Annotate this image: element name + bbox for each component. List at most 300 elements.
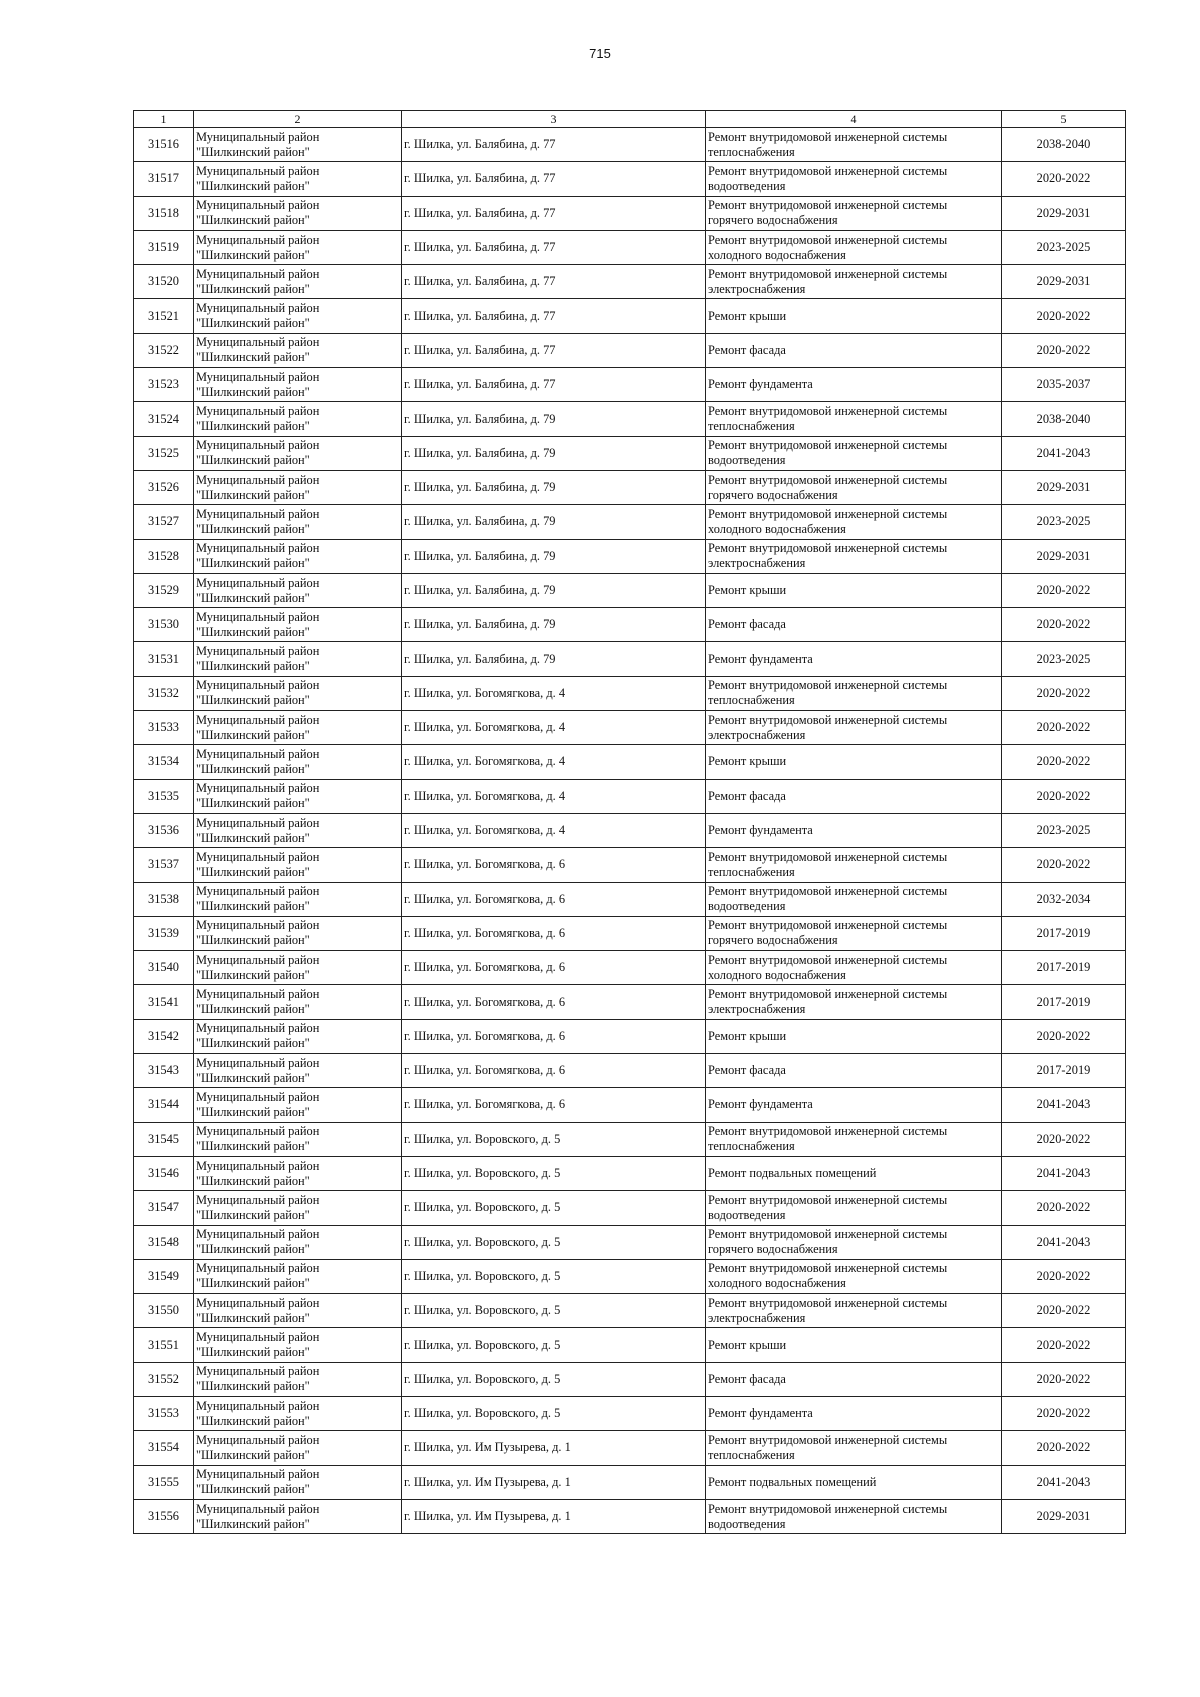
work-type-line: Ремонт крыши bbox=[708, 583, 787, 597]
work-type-cell bbox=[706, 711, 1002, 745]
municipality-cell bbox=[194, 196, 402, 230]
column-header-3: 3 bbox=[402, 111, 706, 128]
work-type-line: холодного водоснабжения bbox=[708, 247, 846, 262]
work-type-cell bbox=[706, 1054, 1002, 1088]
period-cell: 2020-2022 bbox=[1002, 1191, 1126, 1225]
period-cell: 2029-2031 bbox=[1002, 539, 1126, 573]
table-row bbox=[134, 882, 1126, 916]
municipality-cell bbox=[194, 985, 402, 1019]
row-number: 31534 bbox=[134, 745, 194, 779]
row-number: 31556 bbox=[134, 1499, 194, 1533]
work-type-line: Ремонт крыши bbox=[708, 308, 787, 323]
municipality-cell bbox=[194, 402, 402, 436]
work-type-line: Ремонт внутридомовой инженерной системы bbox=[708, 849, 948, 864]
work-type-cell bbox=[706, 745, 1002, 779]
work-type-line: Ремонт фундамента bbox=[708, 377, 813, 392]
municipality-line: Муниципальный район bbox=[196, 609, 320, 624]
period-cell: 2038-2040 bbox=[1002, 402, 1126, 436]
work-type-line: горячего водоснабжения bbox=[708, 487, 838, 502]
address-cell: г. Шилка, ул. Богомягкова, д. 4 bbox=[402, 813, 706, 847]
municipality-line: Муниципальный район bbox=[196, 129, 320, 144]
municipality-line: Муниципальный район bbox=[196, 1432, 320, 1447]
period-cell: 2023-2025 bbox=[1002, 505, 1126, 539]
row-number: 31531 bbox=[134, 642, 194, 676]
table-row bbox=[134, 916, 1126, 950]
work-type-line: Ремонт внутридомовой инженерной системы bbox=[708, 678, 948, 693]
work-type-line: Ремонт внутридомовой инженерной системы bbox=[708, 129, 948, 144]
work-type-line: электроснабжения bbox=[708, 1310, 806, 1325]
period-cell: 2023-2025 bbox=[1002, 230, 1126, 264]
period-cell: 2017-2019 bbox=[1002, 916, 1126, 950]
municipality-line: Муниципальный район bbox=[196, 232, 320, 247]
work-type-line: Ремонт внутридомовой инженерной системы bbox=[708, 918, 948, 933]
work-type-cell bbox=[706, 265, 1002, 299]
period-cell: 2020-2022 bbox=[1002, 1362, 1126, 1396]
municipality-line: Муниципальный район bbox=[196, 1192, 320, 1207]
municipality-line: "Шилкинский район" bbox=[196, 1070, 310, 1085]
work-type-cell bbox=[706, 1088, 1002, 1122]
address-cell: г. Шилка, ул. Воровского, д. 5 bbox=[402, 1396, 706, 1430]
period-cell: 2029-2031 bbox=[1002, 265, 1126, 299]
address-cell: г. Шилка, ул. Воровского, д. 5 bbox=[402, 1122, 706, 1156]
work-type-cell bbox=[706, 676, 1002, 710]
work-type-cell bbox=[706, 333, 1002, 367]
row-number: 31538 bbox=[134, 882, 194, 916]
period-cell: 2023-2025 bbox=[1002, 642, 1126, 676]
row-number: 31537 bbox=[134, 848, 194, 882]
address-cell: г. Шилка, ул. Воровского, д. 5 bbox=[402, 1259, 706, 1293]
work-type-line: Ремонт внутридомовой инженерной системы bbox=[708, 232, 948, 247]
municipality-line: "Шилкинский район" bbox=[196, 830, 310, 845]
municipality-line: "Шилкинский район" bbox=[196, 1139, 310, 1154]
work-type-cell bbox=[706, 1396, 1002, 1430]
address-cell: г. Шилка, ул. Богомягкова, д. 4 bbox=[402, 779, 706, 813]
address-cell: г. Шилка, ул. Воровского, д. 5 bbox=[402, 1156, 706, 1190]
municipality-line: "Шилкинский район" bbox=[196, 213, 310, 228]
row-number: 31532 bbox=[134, 676, 194, 710]
period-cell: 2041-2043 bbox=[1002, 436, 1126, 470]
work-type-cell bbox=[706, 573, 1002, 607]
period-cell: 2020-2022 bbox=[1002, 676, 1126, 710]
period-cell: 2020-2022 bbox=[1002, 1019, 1126, 1053]
address-cell: г. Шилка, ул. Богомягкова, д. 4 bbox=[402, 745, 706, 779]
municipality-line: "Шилкинский район" bbox=[196, 933, 310, 948]
work-type-line: Ремонт фундамента bbox=[708, 1097, 813, 1112]
address-cell: г. Шилка, ул. Балябина, д. 77 bbox=[402, 128, 706, 162]
table-row bbox=[134, 265, 1126, 299]
row-number: 31517 bbox=[134, 162, 194, 196]
row-number: 31554 bbox=[134, 1431, 194, 1465]
address-cell: г. Шилка, ул. Богомягкова, д. 6 bbox=[402, 1054, 706, 1088]
municipality-line: Муниципальный район bbox=[196, 952, 320, 967]
municipality-line: "Шилкинский район" bbox=[196, 624, 310, 639]
municipality-line: Муниципальный район bbox=[196, 1227, 320, 1242]
period-cell: 2017-2019 bbox=[1002, 1054, 1126, 1088]
column-header-2: 2 bbox=[194, 111, 402, 128]
work-type-line: Ремонт внутридомовой инженерной системы bbox=[708, 1192, 948, 1207]
row-number: 31527 bbox=[134, 505, 194, 539]
address-cell: г. Шилка, ул. Балябина, д. 77 bbox=[402, 299, 706, 333]
table-row bbox=[134, 128, 1126, 162]
work-type-line: водоотведения bbox=[708, 899, 786, 914]
municipality-line: "Шилкинский район" bbox=[196, 144, 310, 159]
municipality-line: "Шилкинский район" bbox=[196, 1413, 310, 1428]
work-type-cell bbox=[706, 505, 1002, 539]
work-type-line: Ремонт внутридомовой инженерной системы bbox=[708, 266, 948, 281]
page-number: 715 bbox=[589, 46, 611, 61]
address-cell: г. Шилка, ул. Балябина, д. 79 bbox=[402, 505, 706, 539]
municipality-cell bbox=[194, 265, 402, 299]
row-number: 31520 bbox=[134, 265, 194, 299]
work-type-cell bbox=[706, 608, 1002, 642]
municipality-cell bbox=[194, 1019, 402, 1053]
municipality-line: Муниципальный район bbox=[196, 884, 320, 899]
period-cell: 2020-2022 bbox=[1002, 608, 1126, 642]
work-type-line: Ремонт подвальных помещений bbox=[708, 1166, 877, 1181]
row-number: 31533 bbox=[134, 711, 194, 745]
row-number: 31523 bbox=[134, 368, 194, 402]
table-row bbox=[134, 368, 1126, 402]
work-type-line: Ремонт внутридомовой инженерной системы bbox=[708, 1261, 948, 1276]
work-type-cell bbox=[706, 128, 1002, 162]
municipality-cell bbox=[194, 505, 402, 539]
address-cell: г. Шилка, ул. Им Пузырева, д. 1 bbox=[402, 1499, 706, 1533]
work-type-cell bbox=[706, 1294, 1002, 1328]
address-cell: г. Шилка, ул. Богомягкова, д. 6 bbox=[402, 848, 706, 882]
table-row bbox=[134, 436, 1126, 470]
work-type-line: Ремонт фасада bbox=[708, 617, 786, 632]
municipality-cell bbox=[194, 608, 402, 642]
work-type-line: горячего водоснабжения bbox=[708, 1242, 838, 1257]
municipality-line: "Шилкинский район" bbox=[196, 178, 310, 193]
municipality-line: "Шилкинский район" bbox=[196, 1276, 310, 1291]
work-type-line: Ремонт фасада bbox=[708, 788, 786, 803]
address-cell: г. Шилка, ул. Богомягкова, д. 6 bbox=[402, 916, 706, 950]
work-type-line: горячего водоснабжения bbox=[708, 933, 838, 948]
municipality-cell bbox=[194, 368, 402, 402]
municipality-cell bbox=[194, 1294, 402, 1328]
address-cell: г. Шилка, ул. Воровского, д. 5 bbox=[402, 1225, 706, 1259]
municipality-cell bbox=[194, 848, 402, 882]
municipality-line: "Шилкинский район" bbox=[196, 1173, 310, 1188]
work-type-cell bbox=[706, 230, 1002, 264]
municipality-cell bbox=[194, 333, 402, 367]
municipality-line: Муниципальный район bbox=[196, 746, 320, 761]
period-cell: 2041-2043 bbox=[1002, 1465, 1126, 1499]
work-type-cell bbox=[706, 1156, 1002, 1190]
address-cell: г. Шилка, ул. Балябина, д. 79 bbox=[402, 436, 706, 470]
work-type-cell bbox=[706, 1465, 1002, 1499]
period-cell: 2029-2031 bbox=[1002, 196, 1126, 230]
row-number: 31522 bbox=[134, 333, 194, 367]
row-number: 31549 bbox=[134, 1259, 194, 1293]
municipality-line: "Шилкинский район" bbox=[196, 1482, 310, 1497]
municipality-line: "Шилкинский район" bbox=[196, 1447, 310, 1462]
row-number: 31542 bbox=[134, 1019, 194, 1053]
work-type-line: Ремонт внутридомовой инженерной системы bbox=[708, 952, 948, 967]
period-cell: 2020-2022 bbox=[1002, 848, 1126, 882]
municipality-line: Муниципальный район bbox=[196, 163, 320, 178]
municipality-line: Муниципальный район bbox=[196, 369, 320, 384]
municipality-line: "Шилкинский район" bbox=[196, 556, 310, 571]
work-type-cell bbox=[706, 985, 1002, 1019]
work-type-line: Ремонт внутридомовой инженерной системы bbox=[708, 506, 948, 521]
work-type-cell bbox=[706, 470, 1002, 504]
table-row bbox=[134, 1294, 1126, 1328]
work-type-line: Ремонт фасада bbox=[708, 1371, 786, 1386]
address-cell: г. Шилка, ул. Богомягкова, д. 6 bbox=[402, 951, 706, 985]
municipality-line: Муниципальный район bbox=[196, 1467, 320, 1482]
work-type-line: холодного водоснабжения bbox=[708, 967, 846, 982]
municipality-line: Муниципальный район bbox=[196, 1124, 320, 1139]
municipality-line: "Шилкинский район" bbox=[196, 1104, 310, 1119]
municipality-cell bbox=[194, 1465, 402, 1499]
address-cell: г. Шилка, ул. Балябина, д. 77 bbox=[402, 196, 706, 230]
address-cell: г. Шилка, ул. Балябина, д. 77 bbox=[402, 368, 706, 402]
municipality-cell bbox=[194, 573, 402, 607]
work-type-cell bbox=[706, 539, 1002, 573]
municipality-line: "Шилкинский район" bbox=[196, 1036, 310, 1051]
work-type-line: Ремонт внутридомовой инженерной системы bbox=[708, 472, 948, 487]
address-cell: г. Шилка, ул. Балябина, д. 77 bbox=[402, 162, 706, 196]
municipality-line: Муниципальный район bbox=[196, 918, 320, 933]
address-cell: г. Шилка, ул. Богомягкова, д. 4 bbox=[402, 676, 706, 710]
period-cell: 2017-2019 bbox=[1002, 951, 1126, 985]
municipality-line: Муниципальный район bbox=[196, 575, 320, 590]
municipality-cell bbox=[194, 1088, 402, 1122]
municipality-line: Муниципальный район bbox=[196, 678, 320, 693]
work-type-cell bbox=[706, 368, 1002, 402]
table-row bbox=[134, 1156, 1126, 1190]
municipality-cell bbox=[194, 813, 402, 847]
row-number: 31525 bbox=[134, 436, 194, 470]
work-type-line: теплоснабжения bbox=[708, 693, 795, 708]
municipality-cell bbox=[194, 470, 402, 504]
table-row bbox=[134, 539, 1126, 573]
period-cell: 2020-2022 bbox=[1002, 711, 1126, 745]
row-number: 31521 bbox=[134, 299, 194, 333]
period-cell: 2020-2022 bbox=[1002, 1396, 1126, 1430]
municipality-cell bbox=[194, 128, 402, 162]
table-row bbox=[134, 642, 1126, 676]
municipality-line: "Шилкинский район" bbox=[196, 350, 310, 365]
work-type-line: Ремонт внутридомовой инженерной системы bbox=[708, 712, 948, 727]
row-number: 31548 bbox=[134, 1225, 194, 1259]
period-cell: 2020-2022 bbox=[1002, 573, 1126, 607]
municipality-line: Муниципальный район bbox=[196, 1398, 320, 1413]
row-number: 31516 bbox=[134, 128, 194, 162]
municipality-cell bbox=[194, 642, 402, 676]
address-cell: г. Шилка, ул. Балябина, д. 77 bbox=[402, 230, 706, 264]
row-number: 31545 bbox=[134, 1122, 194, 1156]
row-number: 31530 bbox=[134, 608, 194, 642]
municipality-line: "Шилкинский район" bbox=[196, 899, 310, 914]
work-type-cell bbox=[706, 402, 1002, 436]
row-number: 31546 bbox=[134, 1156, 194, 1190]
work-type-cell bbox=[706, 642, 1002, 676]
work-type-cell bbox=[706, 951, 1002, 985]
row-number: 31519 bbox=[134, 230, 194, 264]
municipality-line: Муниципальный район bbox=[196, 438, 320, 453]
address-cell: г. Шилка, ул. Воровского, д. 5 bbox=[402, 1328, 706, 1362]
table-row bbox=[134, 470, 1126, 504]
row-number: 31555 bbox=[134, 1465, 194, 1499]
address-cell: г. Шилка, ул. Балябина, д. 79 bbox=[402, 539, 706, 573]
work-type-cell bbox=[706, 1499, 1002, 1533]
work-type-cell bbox=[706, 882, 1002, 916]
address-cell: г. Шилка, ул. Балябина, д. 79 bbox=[402, 642, 706, 676]
address-cell: г. Шилка, ул. Им Пузырева, д. 1 bbox=[402, 1431, 706, 1465]
municipality-line: Муниципальный район bbox=[196, 987, 320, 1002]
table-row bbox=[134, 711, 1126, 745]
table-row bbox=[134, 333, 1126, 367]
municipality-line: "Шилкинский район" bbox=[196, 384, 310, 399]
row-number: 31539 bbox=[134, 916, 194, 950]
municipality-cell bbox=[194, 1499, 402, 1533]
work-type-line: холодного водоснабжения bbox=[708, 1276, 846, 1291]
municipality-cell bbox=[194, 711, 402, 745]
table-row bbox=[134, 676, 1126, 710]
period-cell: 2038-2040 bbox=[1002, 128, 1126, 162]
row-number: 31544 bbox=[134, 1088, 194, 1122]
municipality-line: "Шилкинский район" bbox=[196, 1002, 310, 1017]
table-row bbox=[134, 1088, 1126, 1122]
row-number: 31536 bbox=[134, 813, 194, 847]
address-cell: г. Шилка, ул. Богомягкова, д. 4 bbox=[402, 711, 706, 745]
municipality-cell bbox=[194, 676, 402, 710]
row-number: 31526 bbox=[134, 470, 194, 504]
period-cell: 2020-2022 bbox=[1002, 1122, 1126, 1156]
municipality-line: "Шилкинский район" bbox=[196, 1242, 310, 1257]
table-row bbox=[134, 1431, 1126, 1465]
municipality-cell bbox=[194, 916, 402, 950]
municipality-cell bbox=[194, 1122, 402, 1156]
table-row bbox=[134, 573, 1126, 607]
table-row bbox=[134, 985, 1126, 1019]
period-cell: 2020-2022 bbox=[1002, 1431, 1126, 1465]
municipality-line: Муниципальный район bbox=[196, 506, 320, 521]
work-type-line: водоотведения bbox=[708, 1207, 786, 1222]
row-number: 31535 bbox=[134, 779, 194, 813]
work-type-cell bbox=[706, 916, 1002, 950]
period-cell: 2020-2022 bbox=[1002, 1328, 1126, 1362]
row-number: 31547 bbox=[134, 1191, 194, 1225]
municipality-line: "Шилкинский район" bbox=[196, 453, 310, 468]
address-cell: г. Шилка, ул. Богомягкова, д. 6 bbox=[402, 882, 706, 916]
work-type-line: Ремонт внутридомовой инженерной системы bbox=[708, 1227, 948, 1242]
table-row bbox=[134, 1259, 1126, 1293]
work-type-cell bbox=[706, 1122, 1002, 1156]
period-cell: 2020-2022 bbox=[1002, 162, 1126, 196]
work-type-line: Ремонт внутридомовой инженерной системы bbox=[708, 404, 948, 419]
municipality-line: Муниципальный район bbox=[196, 644, 320, 659]
municipality-line: "Шилкинский район" bbox=[196, 419, 310, 434]
period-cell: 2020-2022 bbox=[1002, 779, 1126, 813]
municipality-line: Муниципальный район bbox=[196, 781, 320, 796]
period-cell: 2020-2022 bbox=[1002, 1294, 1126, 1328]
municipality-cell bbox=[194, 299, 402, 333]
work-type-line: Ремонт внутридомовой инженерной системы bbox=[708, 198, 948, 213]
address-cell: г. Шилка, ул. Балябина, д. 79 bbox=[402, 470, 706, 504]
period-cell: 2029-2031 bbox=[1002, 1499, 1126, 1533]
work-type-cell bbox=[706, 848, 1002, 882]
row-number: 31541 bbox=[134, 985, 194, 1019]
work-type-line: теплоснабжения bbox=[708, 1447, 795, 1462]
municipality-line: "Шилкинский район" bbox=[196, 1345, 310, 1360]
work-type-cell bbox=[706, 813, 1002, 847]
work-type-line: холодного водоснабжения bbox=[708, 521, 846, 536]
municipality-cell bbox=[194, 1259, 402, 1293]
municipality-cell bbox=[194, 951, 402, 985]
work-type-line: Ремонт крыши bbox=[708, 1028, 787, 1043]
address-cell: г. Шилка, ул. Им Пузырева, д. 1 bbox=[402, 1465, 706, 1499]
municipality-line: Муниципальный район bbox=[196, 1364, 320, 1379]
work-type-cell bbox=[706, 162, 1002, 196]
column-header-4: 4 bbox=[706, 111, 1002, 128]
work-type-line: электроснабжения bbox=[708, 281, 806, 296]
municipality-line: "Шилкинский район" bbox=[196, 247, 310, 262]
municipality-line: "Шилкинский район" bbox=[196, 864, 310, 879]
period-cell: 2023-2025 bbox=[1002, 813, 1126, 847]
work-type-cell bbox=[706, 1431, 1002, 1465]
work-type-line: Ремонт крыши bbox=[708, 754, 787, 769]
work-type-line: Ремонт внутридомовой инженерной системы bbox=[708, 987, 948, 1002]
municipality-line: Муниципальный район bbox=[196, 1055, 320, 1070]
table-row bbox=[134, 230, 1126, 264]
table-row bbox=[134, 1191, 1126, 1225]
work-type-line: Ремонт внутридомовой инженерной системы bbox=[708, 884, 948, 899]
table-row bbox=[134, 1362, 1126, 1396]
municipality-line: Муниципальный район bbox=[196, 1295, 320, 1310]
municipality-line: "Шилкинский район" bbox=[196, 1379, 310, 1394]
municipality-line: Муниципальный район bbox=[196, 815, 320, 830]
municipality-line: "Шилкинский район" bbox=[196, 659, 310, 674]
column-header-1: 1 bbox=[134, 111, 194, 128]
row-number: 31540 bbox=[134, 951, 194, 985]
period-cell: 2020-2022 bbox=[1002, 299, 1126, 333]
table-row bbox=[134, 1054, 1126, 1088]
row-number: 31543 bbox=[134, 1054, 194, 1088]
work-type-line: Ремонт подвальных помещений bbox=[708, 1474, 877, 1489]
municipality-line: Муниципальный район bbox=[196, 301, 320, 316]
row-number: 31529 bbox=[134, 573, 194, 607]
municipality-line: Муниципальный район bbox=[196, 1158, 320, 1173]
table-row bbox=[134, 813, 1126, 847]
table-row bbox=[134, 1396, 1126, 1430]
municipality-line: Муниципальный район bbox=[196, 1261, 320, 1276]
work-type-cell bbox=[706, 1362, 1002, 1396]
work-type-line: Ремонт внутридомовой инженерной системы bbox=[708, 1295, 948, 1310]
row-number: 31553 bbox=[134, 1396, 194, 1430]
address-cell: г. Шилка, ул. Балябина, д. 79 bbox=[402, 608, 706, 642]
municipality-cell bbox=[194, 436, 402, 470]
work-type-line: водоотведения bbox=[708, 453, 786, 468]
work-type-cell bbox=[706, 1225, 1002, 1259]
municipality-line: "Шилкинский район" bbox=[196, 727, 310, 742]
period-cell: 2029-2031 bbox=[1002, 470, 1126, 504]
table-row bbox=[134, 196, 1126, 230]
period-cell: 2017-2019 bbox=[1002, 985, 1126, 1019]
table-row bbox=[134, 608, 1126, 642]
municipality-line: Муниципальный район bbox=[196, 541, 320, 556]
table-row bbox=[134, 162, 1126, 196]
address-cell: г. Шилка, ул. Воровского, д. 5 bbox=[402, 1294, 706, 1328]
address-cell: г. Шилка, ул. Балябина, д. 77 bbox=[402, 333, 706, 367]
municipality-cell bbox=[194, 882, 402, 916]
municipality-line: Муниципальный район bbox=[196, 335, 320, 350]
row-number: 31518 bbox=[134, 196, 194, 230]
municipality-cell bbox=[194, 1225, 402, 1259]
